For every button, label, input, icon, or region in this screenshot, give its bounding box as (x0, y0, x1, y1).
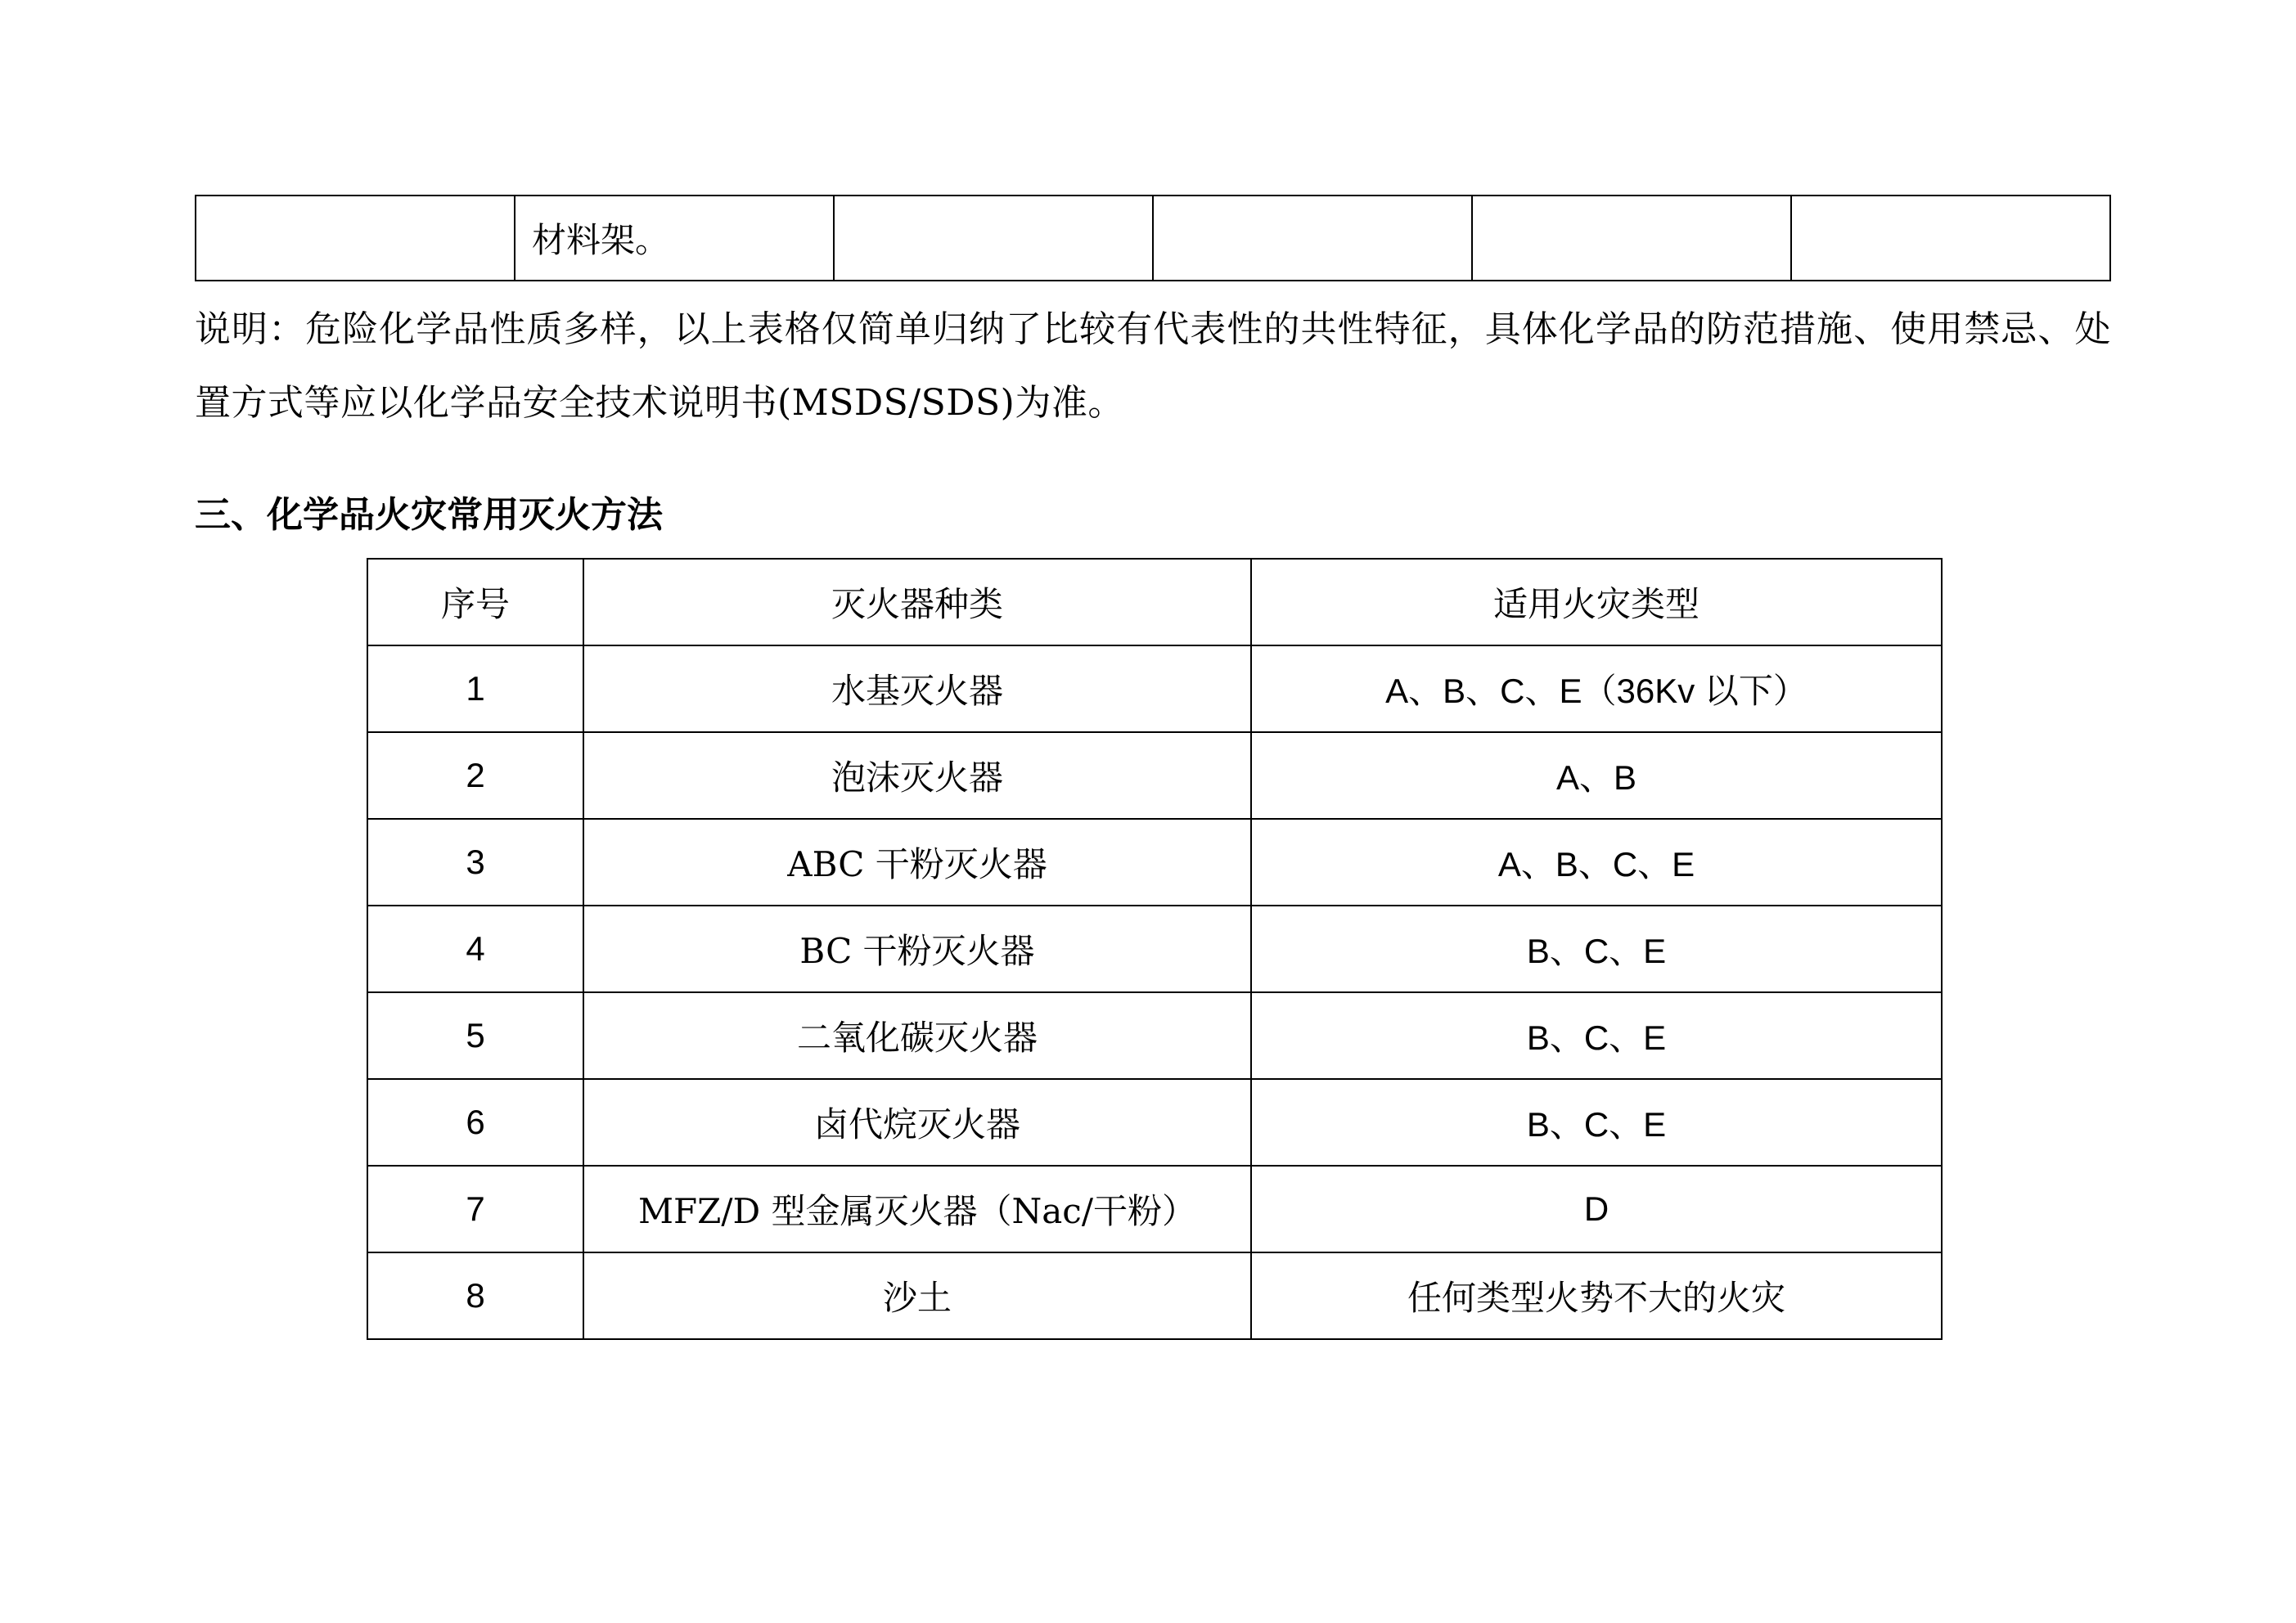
fire-type: A、B、C、E (1251, 819, 1942, 906)
table-row (367, 732, 1942, 819)
fire-type: 任何类型火势不大的火灾 (1251, 1252, 1942, 1339)
table-cell (1153, 196, 1472, 281)
section-heading: 三、化学品火灾常用灭火方法 (195, 494, 663, 536)
continuation-table (195, 195, 2111, 281)
fire-type: A、B、C、E（36Kv 以下） (1251, 645, 1942, 732)
table-cell (1472, 196, 1791, 281)
extinguisher-type: 二氧化碳灭火器 (583, 992, 1251, 1079)
table-row (367, 1166, 1942, 1252)
header-fire-type: 适用火灾类型 (1251, 559, 1942, 645)
table-row (367, 1079, 1942, 1166)
fire-type: D (1251, 1166, 1942, 1252)
row-number: 1 (367, 645, 583, 732)
extinguisher-type: MFZ/D 型金属灭火器（Nac/干粉） (583, 1166, 1251, 1252)
table-row (367, 1252, 1942, 1339)
table-row (367, 819, 1942, 906)
row-number: 5 (367, 992, 583, 1079)
extinguisher-type: 泡沫灭火器 (583, 732, 1251, 819)
fire-type: B、C、E (1251, 1079, 1942, 1166)
extinguisher-type: 卤代烷灭火器 (583, 1079, 1251, 1166)
extinguisher-type: 水基灭火器 (583, 645, 1251, 732)
fire-type: B、C、E (1251, 992, 1942, 1079)
row-number: 4 (367, 906, 583, 992)
table-header-row (367, 559, 1942, 645)
table-row (367, 906, 1942, 992)
extinguisher-table (367, 558, 1943, 1340)
table-row (196, 196, 2110, 281)
row-number: 6 (367, 1079, 583, 1166)
note-paragraph: 说明：危险化学品性质多样，以上表格仅简单归纳了比较有代表性的共性特征，具体化学品的防范措施、使用禁忌、处置方式等应以化学品安全技术说明书(MSDS/SDS)为准。 (195, 308, 2111, 424)
header-extinguisher-type: 灭火器种类 (583, 559, 1251, 645)
fire-type: A、B (1251, 732, 1942, 819)
table-cell (834, 196, 1153, 281)
row-number: 8 (367, 1252, 583, 1339)
table-cell (196, 196, 515, 281)
table-cell (1791, 196, 2110, 281)
extinguisher-type: 沙土 (583, 1252, 1251, 1339)
row-number: 3 (367, 819, 583, 906)
table-row (367, 645, 1942, 732)
extinguisher-type: ABC 干粉灭火器 (583, 819, 1251, 906)
table-row (367, 992, 1942, 1079)
row-number: 2 (367, 732, 583, 819)
table-cell: 材料架。 (515, 196, 834, 281)
extinguisher-type: BC 干粉灭火器 (583, 906, 1251, 992)
row-number: 7 (367, 1166, 583, 1252)
header-number: 序号 (367, 559, 583, 645)
fire-type: B、C、E (1251, 906, 1942, 992)
